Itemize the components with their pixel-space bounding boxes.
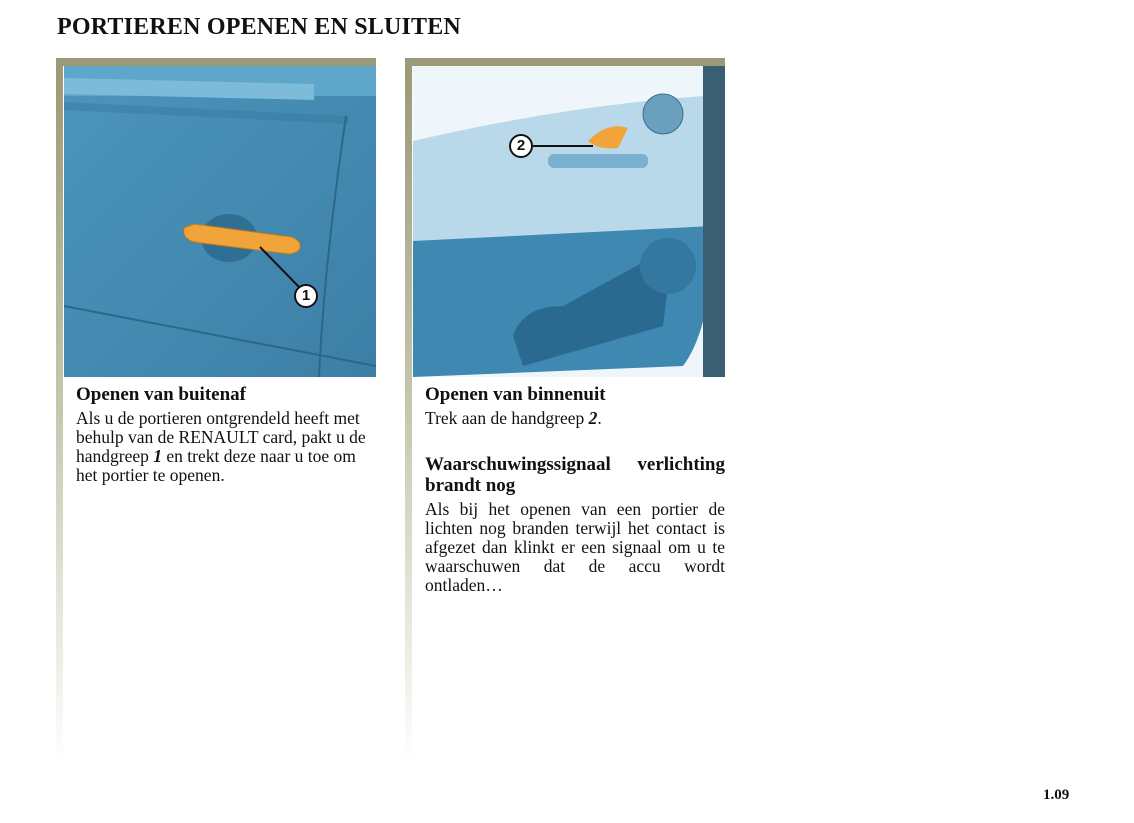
interior-door-illustration	[413, 66, 725, 377]
callout-2: 2	[509, 134, 533, 158]
decorative-bar	[405, 58, 725, 66]
decorative-sidebar	[56, 66, 63, 766]
section-heading: Openen van binnenuit	[425, 384, 606, 405]
decorative-sidebar	[405, 66, 412, 766]
page-number: 1.09	[1043, 787, 1070, 803]
body-text: Als u de portieren ontgrendeld heeft met behulp van de RENAULT card, pakt u de handgreep 1 en trekt deze naar u toe om het portier te openen.	[76, 408, 366, 485]
page-title: PORTIEREN OPENEN EN SLUITEN	[57, 14, 461, 40]
right-text	[425, 384, 725, 595]
exterior-door-illustration	[64, 66, 376, 377]
column-right	[405, 58, 725, 768]
body-text-2: Als bij het openen van een portier de lichten nog branden terwijl het contact is afgezet dan klinkt er een signaal om u te waarschuwen dat de accu wordt ontladen…	[425, 499, 725, 595]
section-heading-2: Waarschuwingssignaal verlichting brandt nog	[425, 454, 725, 496]
section-heading: Openen van buitenaf	[76, 384, 246, 405]
decorative-bar	[56, 58, 376, 66]
column-left	[56, 58, 376, 768]
body-text: Trek aan de handgreep 2.	[425, 408, 602, 428]
callout-1: 1	[294, 284, 318, 308]
left-text	[76, 384, 376, 485]
